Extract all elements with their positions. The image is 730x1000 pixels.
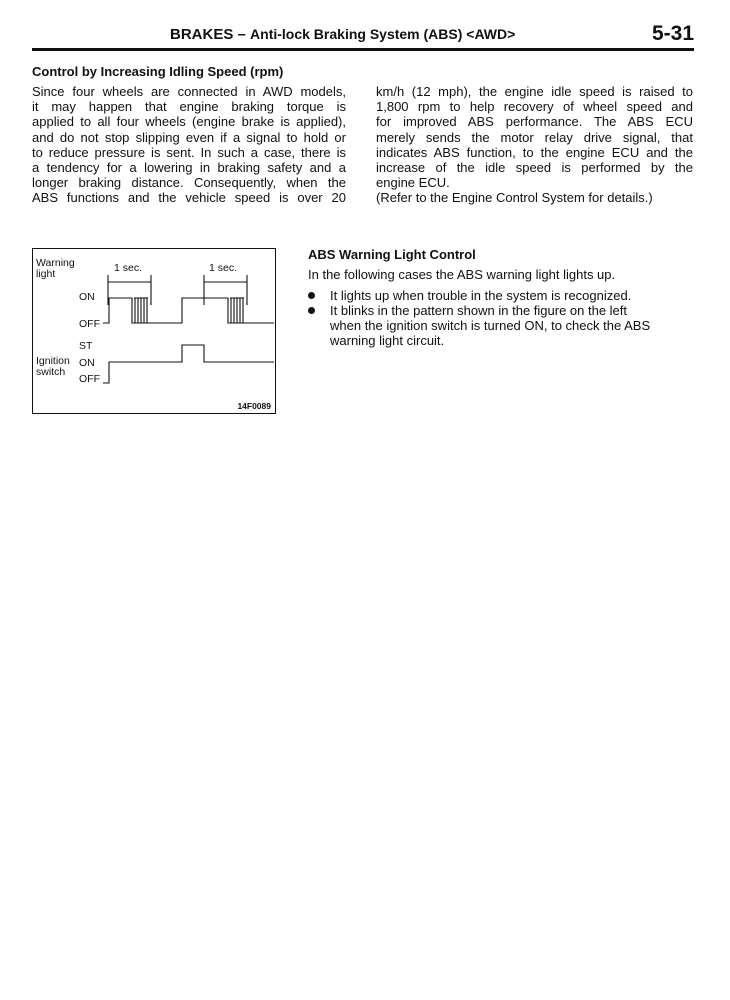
idle-right-line: engine ECU. [376,175,450,191]
idle-right-line: increase of the idle speed is performed by the [376,160,693,176]
warning-intro-line: In the following cases the ABS warning light lights up. [308,267,616,282]
page-number: 5-31 [652,22,695,45]
warning-bullet [308,288,693,303]
ignition-on-label: ON [79,357,95,369]
bullet-dot-icon [308,292,315,299]
header-subtitle: Anti-lock Braking System (ABS) <AWD> [250,26,516,42]
warning-light-label-line1: Warning [36,257,75,269]
idle-right-line: for improved ABS performance. The ABS ECU [376,114,693,130]
header-section: BRAKES [170,26,234,43]
warning-off-label: OFF [79,318,100,330]
bullet-line: It lights up when trouble in the system is recognized. [330,288,632,303]
idle-left-line: ABS functions and the vehicle speed is over 20 [32,190,346,206]
warning-intro [308,267,694,282]
idle-left-paragraph [32,84,346,206]
warning-section-heading: ABS Warning Light Control [308,247,476,262]
time-label-1sec: 1 sec. [114,262,143,274]
ignition-off-label: OFF [79,373,100,385]
timing-waveform-graphic [33,249,277,415]
idle-section-heading: Control by Increasing Idling Speed (rpm) [32,64,284,79]
idle-right-line: (Refer to the Engine Control System for details.) [376,190,653,206]
bullet-line: when the ignition switch is turned ON, to check the ABS [330,318,651,333]
idle-left-line: and do not stop slipping even if a signal to hold or [32,129,346,145]
idle-left-line: it may happen that engine braking torque is [32,99,346,115]
idle-right-paragraph [376,84,693,206]
ignition-st-label: ST [79,340,93,352]
warning-bullet [308,303,693,348]
idle-left-line: Since four wheels are connected in AWD models, [32,84,346,99]
warning-light-timing-diagram [32,248,276,414]
idle-right-line: km/h (12 mph), the engine idle speed is raised to [376,84,693,99]
warning-on-label: ON [79,291,95,303]
idle-left-line: a tendency for a lowering in braking safety and a [32,160,346,176]
idle-left-line: to reduce pressure is sent. In such a case, there is [32,144,346,160]
page-header-title [170,26,515,43]
ignition-switch-label-line1: Ignition [36,355,70,367]
bullet-dot-icon [308,307,315,314]
warning-light-label-line2: light [36,268,56,280]
header-rule [32,48,694,51]
time-label-1sec: 1 sec. [209,262,238,274]
idle-left-line: longer braking distance. Consequently, when the [32,175,346,191]
bullet-line: It blinks in the pattern shown in the figure on the left [330,303,628,318]
header-dash: – [233,26,251,43]
idle-right-line: indicates ABS function, to the engine ECU and the [376,144,693,160]
idle-right-line: 1,800 rpm to help recovery of wheel speed and [376,99,693,115]
figure-reference: 14F0089 [237,401,271,411]
ignition-switch-label-line2: switch [36,366,66,378]
idle-right-line: merely sends the motor relay drive signal, that [376,129,693,145]
idle-left-line: applied to all four wheels (engine brake is applied), [32,114,346,130]
bullet-line: warning light circuit. [330,333,445,348]
